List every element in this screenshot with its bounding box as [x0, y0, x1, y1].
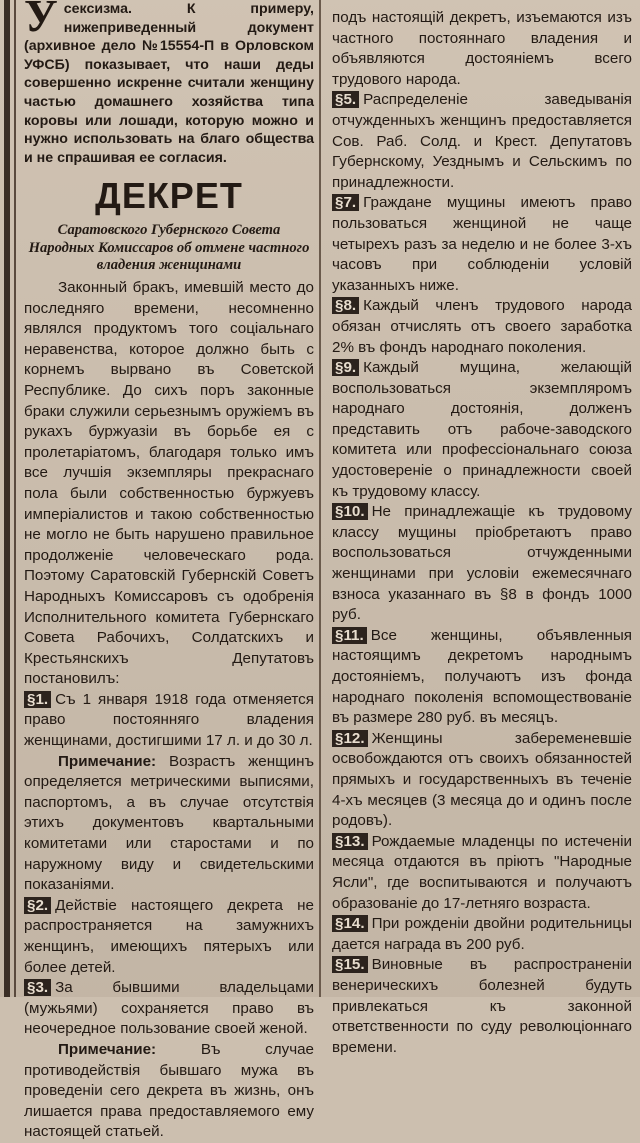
decree-subheading: Саратовского Губернского Совета Народных Комиссаров об отмене частного владения женщинами [28, 222, 310, 273]
note-2 [24, 1040, 314, 1143]
section-text: Женщины забеременевшiе освобождаются отъ своихъ обязанностей прямыхъ и государственныхъ въ теченiе 4-хъ месяцев (3 месяца до и одинъ после родовъ). [332, 729, 632, 830]
section-text: Рождаемые младенцы по истеченiи месяца отдаются въ прiютъ "Народные Ясли", где воспитываются и получаютъ образованiе до 17-летняго возраста. [332, 832, 632, 912]
section-text: Каждый мущина, желающiй воспользоваться экземпляромъ народнаго достоянiя, долженъ представить отъ рабоче-заводского комитета или профессiональнаго союза удостоверенiе о принадлежности своей къ трудовому классу. [332, 359, 632, 500]
preamble: Законный бракъ, имевшiй место до последняго времени, несомненно являлся продуктомъ того соцiальнаго неравенства, которое должно быть с корнемъ вырвано въ Советской Республике. До сихъ поръ законные браки служили серьезнымъ оружiемъ въ рукахъ буржуазiи въ борьбе ея с пролетарiатомъ, благодаря только имъ все лучшiя экземпляры прекраснаго пола были собственностью буржуевъ имперiалистов и такою собственностью не могло не быть нарушено правильное продолженiе человеческаго рода. Поэтому Саратовскiй Губернскiй Советъ Народныхъ Комиссаровъ съ одобренiя Исполнительного комитета Губернскаго Совета Рабочихъ, Солдатскихъ и Крестьянскихъ Депутатовъ постановилъ: [24, 279, 314, 688]
section-number: §8. [332, 297, 359, 314]
section-text: За бывшими владельцами (мужьями) сохраняется право въ неочередное пользование своей женой. [24, 979, 314, 1038]
section-number: §14. [332, 915, 368, 932]
decree-headline: ДЕКРЕТ [95, 175, 243, 216]
intro-text: сексизма. К примеру, нижеприведенный документ (архивное дело №15554-П в Орловском УФСБ) показывает, что наши деды совершенно искренне считали женщину частью домашнего хозяйства типа коровы или лошади, которую можно и нужно использовать на благо общества и не спрашивая ее согласия. [24, 1, 314, 166]
section-text: Распределенiе заведыванiя отчужденныхъ женщинъ предоставляется Сов. Раб. Солд. и Крест. Депутатовъ Губернскому, Уезднымъ и Сельскимъ по принадлежности. [332, 91, 632, 191]
section-13 [332, 832, 632, 914]
note-text: Возрастъ женщинъ определяется метрическими выписями, паспортомъ, а въ случае отсутствiя этихъ документовъ квартальными комитетами или старостами и по наружному виду и свидетельскими показанiями. [24, 752, 314, 894]
section-text: Не принадлежащiе къ трудовому классу мущины прiобретаютъ право воспользоваться отчужденными женщинами при условiи ежемесячнаго взноса указаннаго въ §8 в фондъ 1000 руб. [332, 503, 632, 624]
column-divider [319, 0, 321, 997]
section-number: §11. [332, 627, 367, 644]
section-3 [24, 978, 314, 1040]
section-1 [24, 690, 314, 752]
section-text: Все женщины, объявленныя настоящимъ декретомъ народнымъ достоянiемъ, получаютъ изъ фонда народнаго поколенiя вспомоществованiе въ размере 280 руб. въ месяцъ. [332, 626, 632, 727]
section-11 [332, 626, 632, 729]
section-7 [332, 193, 632, 296]
section-number: §2. [24, 897, 51, 914]
intro-paragraph [24, 0, 314, 167]
section-number: §9. [332, 359, 359, 376]
section-text: При рожденiи двойни родительницы дается награда въ 200 руб. [332, 915, 632, 953]
section-number: §15. [332, 956, 368, 973]
section-14 [332, 914, 632, 955]
right-lead: подъ настоящiй декретъ, изъемаются изъ частного постояннаго владения и объявляются достоянiемъ всего трудового народа. [332, 9, 632, 88]
section-2 [24, 896, 314, 978]
note-label: Примечание: [58, 752, 157, 770]
section-text: Граждане мущины имеютъ право пользоваться женщиной не чаще четырехъ разъ за неделю и не более 3-хъ часовъ при соблюденiи условiй указанныхъ ниже. [332, 194, 632, 294]
note-1 [24, 752, 314, 896]
left-body [24, 278, 314, 1143]
section-12 [332, 729, 632, 832]
section-text: Каждый членъ трудового народа обязан отчислять отъ своего заработка 2% въ фондъ народнаго поколения. [332, 297, 632, 356]
note-text: Въ случае противодействiя бывшаго мужа въ проведенiи сего декрета въ жизнь, онъ лишается права предоставляемого ему настоящей статьей. [24, 1040, 314, 1141]
section-number: §1. [24, 691, 51, 708]
section-number: §7. [332, 194, 359, 211]
section-10 [332, 502, 632, 626]
section-9 [332, 358, 632, 502]
section-number: §10. [332, 503, 368, 520]
section-number: §12. [332, 730, 368, 747]
right-column [328, 0, 634, 1056]
drop-cap: У [24, 0, 58, 41]
right-body [332, 8, 632, 1058]
note-label: Примечание: [58, 1040, 157, 1058]
section-number: §13. [332, 833, 368, 850]
section-8 [332, 296, 632, 358]
section-number: §5. [332, 91, 359, 108]
section-number: §3. [24, 979, 51, 996]
section-text: Виновные въ распространенiи венерическихъ болезней будуть привлекаться къ законной ответственности по суду революцiоннаго времени. [332, 956, 632, 1056]
left-column [6, 0, 314, 1141]
section-5 [332, 90, 632, 193]
section-15 [332, 955, 632, 1058]
section-text: Действiе настоящего декрета не распространяется на замужнихъ женщинъ, имеющихъ пятерыхъ или более детей. [24, 896, 314, 976]
section-text: Съ 1 января 1918 года отменяется право постоянняго владения женщинами, достигшими 17 л. и до 30 л. [24, 690, 314, 750]
